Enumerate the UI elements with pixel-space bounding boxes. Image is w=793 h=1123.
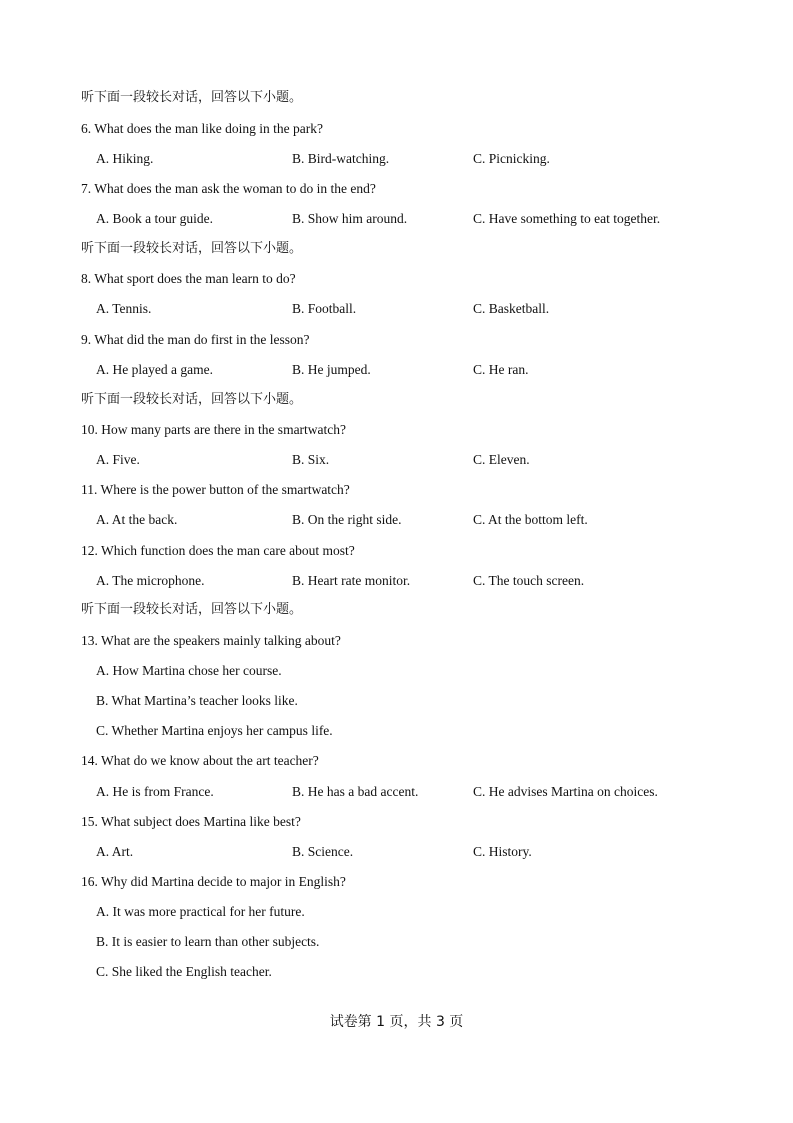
option-b: B. Bird-watching. [292,151,390,166]
option-a: A. The microphone. [96,573,205,588]
option-c: C. Have something to eat together. [473,211,661,226]
option-b: B. Six. [292,452,330,467]
option-a: A. Art. [96,844,134,859]
option-a: A. He is from France. [96,784,214,799]
option-b: B. Football. [292,301,357,316]
option-b: B. It is easier to learn than other subjects. [96,934,320,949]
option-c: C. At the bottom left. [473,512,588,527]
option-c: C. History. [473,844,532,859]
question-14: 14. What do we know about the art teacher? [81,753,319,768]
option-c: C. Picnicking. [473,151,550,166]
option-c: C. Whether Martina enjoys her campus life. [96,723,333,738]
section-instruction: 听下面一段较长对话，回答以下小题。 [81,602,303,617]
option-a: A. At the back. [96,512,178,527]
option-a: A. It was more practical for her future. [96,904,305,919]
section-instruction: 听下面一段较长对话，回答以下小题。 [81,90,303,105]
option-b: B. He has a bad accent. [292,784,419,799]
question-10: 10. How many parts are there in the smartwatch? [81,422,347,437]
option-a: A. He played a game. [96,362,213,377]
option-c: C. He advises Martina on choices. [473,784,658,799]
option-c: C. She liked the English teacher. [96,964,272,979]
option-c: C. He ran. [473,362,529,377]
question-15: 15. What subject does Martina like best? [81,814,301,829]
question-11: 11. Where is the power button of the smartwatch? [81,482,350,497]
option-b: B. What Martina’s teacher looks like. [96,693,298,708]
section-instruction: 听下面一段较长对话，回答以下小题。 [81,392,303,407]
option-a: A. Five. [96,452,140,467]
option-b: B. Heart rate monitor. [292,573,411,588]
question-8: 8. What sport does the man learn to do? [81,271,296,286]
question-7: 7. What does the man ask the woman to do in the end? [81,181,376,196]
section-instruction: 听下面一段较长对话，回答以下小题。 [81,241,303,256]
option-c: C. The touch screen. [473,573,585,588]
option-c: C. Eleven. [473,452,530,467]
page-footer: 试卷第 1 页，共 3 页 [329,1014,464,1030]
option-a: A. How Martina chose her course. [96,663,282,678]
option-b: B. On the right side. [292,512,402,527]
option-a: A. Book a tour guide. [96,211,213,226]
option-c: C. Basketball. [473,301,550,316]
question-6: 6. What does the man like doing in the park? [81,121,323,136]
option-a: A. Tennis. [96,301,152,316]
question-12: 12. Which function does the man care about most? [81,543,355,558]
question-9: 9. What did the man do first in the lesson? [81,332,310,347]
option-a: A. Hiking. [96,151,154,166]
question-16: 16. Why did Martina decide to major in English? [81,874,346,889]
option-b: B. Science. [292,844,354,859]
option-b: B. He jumped. [292,362,371,377]
option-b: B. Show him around. [292,211,408,226]
question-13: 13. What are the speakers mainly talking about? [81,633,341,648]
